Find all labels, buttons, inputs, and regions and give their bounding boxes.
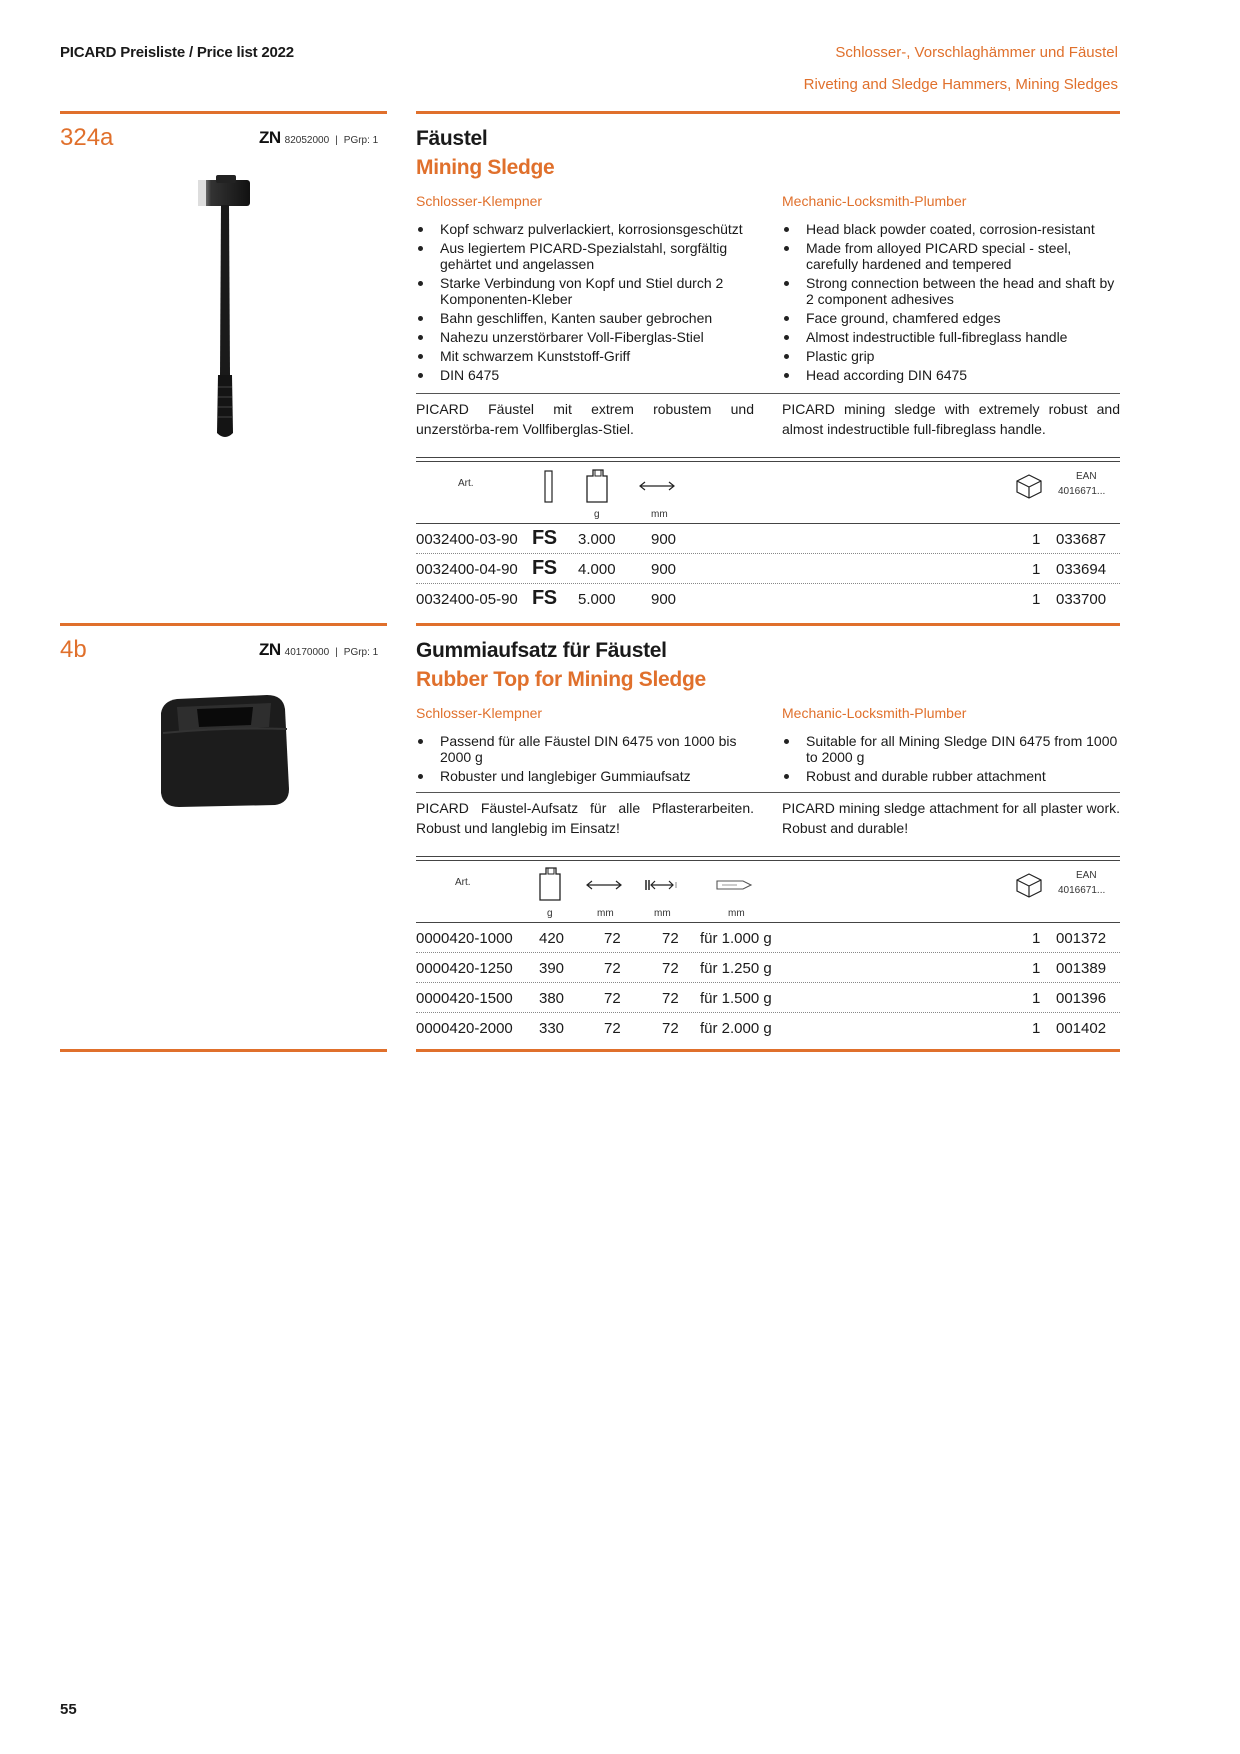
- section-end-divider-right: [416, 1049, 1120, 1052]
- table-top-rule: [416, 461, 1120, 462]
- unit-mm: mm: [654, 908, 671, 919]
- col-header-ean-prefix: 4016671...: [1058, 486, 1106, 497]
- unit-mm: mm: [651, 509, 668, 520]
- target-group-de: Schlosser-Klempner: [416, 705, 543, 721]
- feature-item: Mit schwarzem Kunststoff-Griff: [416, 348, 756, 364]
- length: 900: [651, 531, 677, 548]
- product-title-de: Fäustel: [416, 127, 488, 150]
- zn-code: ZN 82052000 | PGrp: 1: [259, 128, 379, 147]
- divider: [416, 792, 1120, 793]
- ean: 001372: [1056, 930, 1107, 947]
- description-en: PICARD mining sledge attachment for all plaster work. Robust and durable!: [782, 800, 1120, 836]
- weight: 4.000: [578, 561, 616, 578]
- table-row: [416, 554, 1120, 584]
- ean: 001396: [1056, 990, 1107, 1007]
- feature-item: Kopf schwarz pulverlackiert, korrosionsgeschützt: [416, 221, 756, 237]
- length: 900: [651, 561, 677, 578]
- width: 72: [604, 930, 621, 947]
- material-code: FS: [532, 557, 557, 579]
- table-top-rule: [416, 457, 1120, 458]
- target-group-en: Mechanic-Locksmith-Plumber: [782, 193, 967, 209]
- category-title-de: Schlosser-, Vorschlaghämmer und Fäustel: [835, 44, 1118, 61]
- quantity: 1: [1032, 1020, 1041, 1037]
- col-header-ean: EAN: [1076, 870, 1097, 881]
- catalog-title: PICARD Preisliste / Price list 2022: [60, 44, 294, 61]
- quantity: 1: [1032, 990, 1041, 1007]
- description-de: PICARD Fäustel-Aufsatz für alle Pflasterarbeiten. Robust und langlebig im Einsatz!: [416, 800, 754, 836]
- section-divider-right: [416, 623, 1120, 626]
- width: 72: [604, 990, 621, 1007]
- target-group-en: Mechanic-Locksmith-Plumber: [782, 705, 967, 721]
- unit-g: g: [547, 908, 553, 919]
- feature-item: Face ground, chamfered edges: [782, 310, 1120, 326]
- width-arrow-icon: [585, 878, 623, 892]
- feature-list-de: [416, 733, 746, 787]
- table-row: [416, 983, 1120, 1013]
- article-number: 0000420-2000: [416, 1020, 513, 1037]
- depth-arrow-icon: [643, 878, 681, 892]
- section-number: 4b: [60, 636, 87, 663]
- weight-icon: [538, 866, 564, 902]
- feature-item: Head according DIN 6475: [782, 367, 1120, 383]
- feature-item: Nahezu unzerstörbarer Voll-Fiberglas-Stiel: [416, 329, 756, 345]
- article-number: 0000420-1500: [416, 990, 513, 1007]
- table-row: [416, 584, 1120, 613]
- feature-item: Robust and durable rubber attachment: [782, 768, 1120, 784]
- quantity: 1: [1032, 930, 1041, 947]
- mining-sledge-image: [196, 175, 260, 445]
- fits-size: für 1.000 g: [700, 930, 772, 947]
- article-number: 0032400-03-90: [416, 531, 518, 548]
- sledge-size-icon: [715, 876, 755, 894]
- rubber-top-image: [155, 693, 295, 814]
- article-number: 0000420-1000: [416, 930, 513, 947]
- ean: 001402: [1056, 1020, 1107, 1037]
- fits-size: für 1.250 g: [700, 960, 772, 977]
- zn-label: ZN: [259, 128, 281, 147]
- fits-size: für 2.000 g: [700, 1020, 772, 1037]
- page-number: 55: [60, 1701, 77, 1718]
- package-icon: [1014, 473, 1044, 499]
- target-group-de: Schlosser-Klempner: [416, 193, 543, 209]
- feature-item: DIN 6475: [416, 367, 756, 383]
- depth: 72: [662, 930, 679, 947]
- col-header-art: Art.: [455, 877, 471, 888]
- weight: 380: [539, 990, 565, 1007]
- col-header-ean: EAN: [1076, 471, 1097, 482]
- feature-list-en: [782, 221, 1120, 386]
- section-end-divider-left: [60, 1049, 387, 1052]
- section-divider-right: [416, 111, 1120, 114]
- feature-item: Suitable for all Mining Sledge DIN 6475 from 1000 to 2000 g: [782, 733, 1120, 765]
- feature-item: Head black powder coated, corrosion-resistant: [782, 221, 1120, 237]
- table-row: [416, 923, 1120, 953]
- fits-size: für 1.500 g: [700, 990, 772, 1007]
- zn-number: 82052000: [284, 135, 330, 146]
- material-code: FS: [532, 587, 557, 609]
- table-row: [416, 953, 1120, 983]
- package-icon: [1014, 872, 1044, 898]
- weight: 3.000: [578, 531, 616, 548]
- product-title-en: Mining Sledge: [416, 156, 555, 179]
- category-title-en: Riveting and Sledge Hammers, Mining Sledges: [803, 76, 1118, 93]
- feature-item: Starke Verbindung von Kopf und Stiel durch 2 Komponenten-Kleber: [416, 275, 756, 307]
- depth: 72: [662, 960, 679, 977]
- article-number: 0000420-1250: [416, 960, 513, 977]
- article-number: 0032400-04-90: [416, 561, 518, 578]
- feature-item: Passend für alle Fäustel DIN 6475 von 1000 bis 2000 g: [416, 733, 746, 765]
- quantity: 1: [1032, 561, 1041, 578]
- description-de: PICARD Fäustel mit extrem robustem und unzerstörba-rem Vollfiberglas-Stiel.: [416, 401, 754, 437]
- unit-mm: mm: [597, 908, 614, 919]
- ean: 033700: [1056, 591, 1107, 608]
- divider: [416, 393, 1120, 394]
- table-top-rule: [416, 860, 1120, 861]
- section-divider-left: [60, 623, 387, 626]
- depth: 72: [662, 990, 679, 1007]
- weight: 420: [539, 930, 565, 947]
- section-divider-left: [60, 111, 387, 114]
- feature-item: Almost indestructible full-fibreglass handle: [782, 329, 1120, 345]
- unit-mm: mm: [728, 908, 745, 919]
- weight: 390: [539, 960, 565, 977]
- quantity: 1: [1032, 531, 1041, 548]
- weight-icon: [585, 468, 611, 504]
- product-title-en: Rubber Top for Mining Sledge: [416, 668, 706, 691]
- unit-g: g: [594, 509, 600, 520]
- price-group: PGrp: 1: [343, 647, 379, 658]
- width: 72: [604, 960, 621, 977]
- ean: 033694: [1056, 561, 1107, 578]
- ean: 001389: [1056, 960, 1107, 977]
- table-row: [416, 1013, 1120, 1042]
- weight: 330: [539, 1020, 565, 1037]
- zn-label: ZN: [259, 640, 281, 659]
- zn-code: ZN 40170000 | PGrp: 1: [259, 640, 379, 659]
- quantity: 1: [1032, 591, 1041, 608]
- section-number: 324a: [60, 124, 114, 151]
- width: 72: [604, 1020, 621, 1037]
- material-icon: [544, 470, 554, 504]
- price-group: PGrp: 1: [343, 135, 379, 146]
- depth: 72: [662, 1020, 679, 1037]
- zn-number: 40170000: [284, 647, 330, 658]
- description-en: PICARD mining sledge with extremely robust and almost indestructible full-fibreglass handle.: [782, 401, 1120, 437]
- length: 900: [651, 591, 677, 608]
- article-number: 0032400-05-90: [416, 591, 518, 608]
- col-header-art: Art.: [458, 478, 474, 489]
- quantity: 1: [1032, 960, 1041, 977]
- feature-item: Bahn geschliffen, Kanten sauber gebrochen: [416, 310, 756, 326]
- material-code: FS: [532, 527, 557, 549]
- table-top-rule: [416, 856, 1120, 857]
- feature-item: Strong connection between the head and shaft by 2 component adhesives: [782, 275, 1120, 307]
- feature-list-en: [782, 733, 1120, 787]
- product-title-de: Gummiaufsatz für Fäustel: [416, 639, 667, 662]
- length-arrow-icon: [638, 479, 676, 493]
- table-row: [416, 524, 1120, 554]
- feature-list-de: [416, 221, 756, 386]
- feature-item: Made from alloyed PICARD special - steel, carefully hardened and tempered: [782, 240, 1120, 272]
- feature-item: Aus legiertem PICARD-Spezialstahl, sorgfältig gehärtet und angelassen: [416, 240, 756, 272]
- feature-item: Robuster und langlebiger Gummiaufsatz: [416, 768, 746, 784]
- col-header-ean-prefix: 4016671...: [1058, 885, 1106, 896]
- ean: 033687: [1056, 531, 1107, 548]
- feature-item: Plastic grip: [782, 348, 1120, 364]
- weight: 5.000: [578, 591, 616, 608]
